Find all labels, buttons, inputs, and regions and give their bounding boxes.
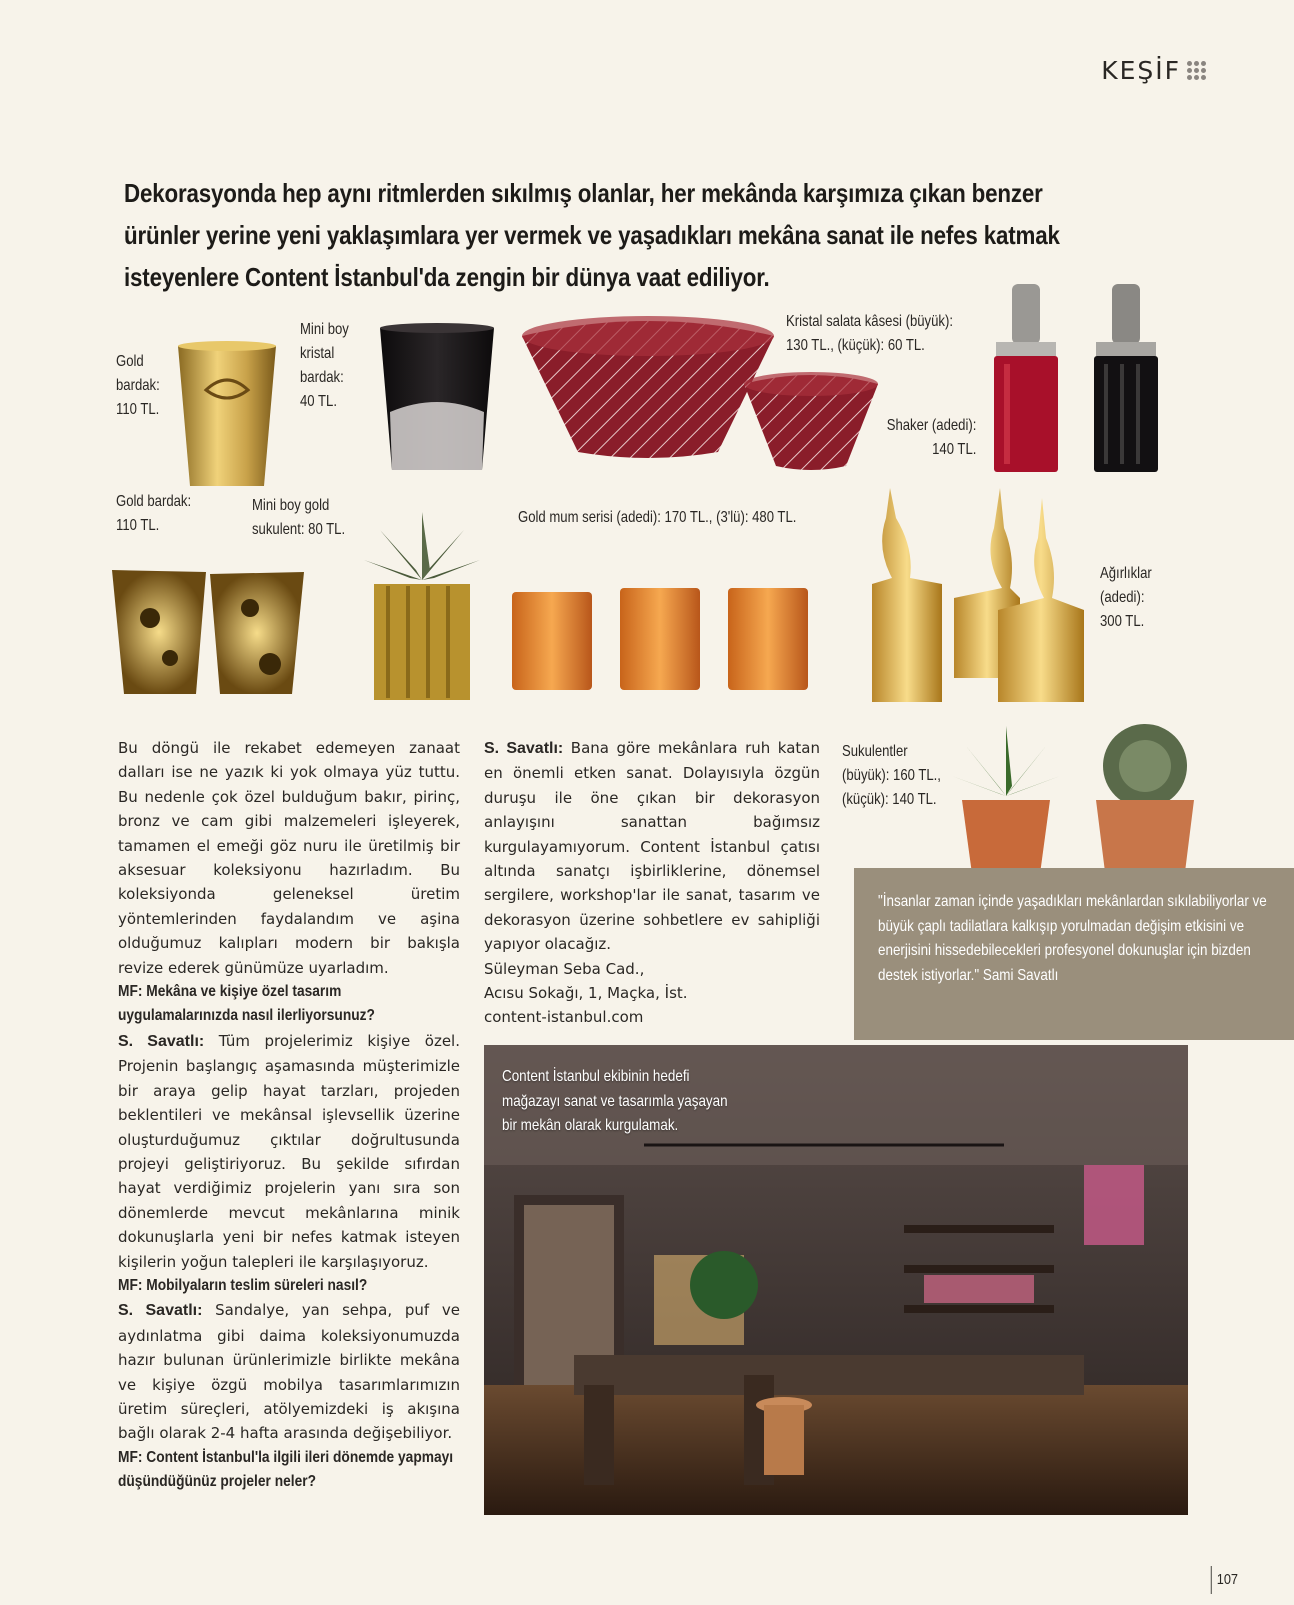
pull-quote-text: "İnsanlar zaman içinde yaşadıkları mekânlardan sıkılabiliyorlar ve büyük çaplı tadilatlara kalkışıp yorulmadan değişim etkisini ve enerjisini hissedebilecekleri profesyonel dokunuşlar için bizden destek istiyorlar." Sami Savatlı [878, 893, 1267, 984]
lead-paragraph: Dekorasyonda hep aynı ritmlerden sıkılmış olanlar, her mekânda karşımıza çıkan benzer ürünler yerine yeni yaklaşımlara yer vermek ve yaşadıkları mekâna sanat ile nefes katmak isteyenlere Content İstanbul'da zengin bir dünya vaat ediliyor. [124, 178, 1060, 292]
gold-succulent-pot-image [360, 510, 484, 702]
website-link[interactable]: content-istanbul.com [484, 1008, 644, 1027]
label-mini-crystal: Mini boy kristal bardak: 40 TL. [300, 321, 349, 410]
answer-1-text: Tüm projelerimiz kişiye özel. Projenin başlangıç aşamasında müşterimizle bir araya gelip hayat tarzları, projeden beklentileri ve mekânsal işlevsellik üzerine oluşturduğumuz çıktılar doğrultusunda projeyi geliştiriyoruz. Bu şekilde sıfırdan hayat verdiğimiz projelerin yanı sıra son dönemlerde mevcut mekânlarına minik dokunuşlarla yeni bir nefes katmak isteyen kişilerin yoğun talepleri ile karşılaşıyoruz. [118, 1031, 460, 1271]
intro-paragraph: Bu döngü ile rekabet edemeyen zanaat dalları ise ne yazık ki yok olmaya yüz tuttu. Bu nedenle çok özel bulduğum bakır, pirinç, bronz ve cam gibi malzemeleri işleyerek, tamamen el emeği göz nuru ile üretilmiş bir aksesuar koleksiyonu hazırladım. Bu koleksiyonda geleneksel üretim yöntemlerinden faydalandım ve aşina olduğumuz kalıpları modern bir bakışla revize ederek günümüze uyarladım. [118, 739, 460, 977]
gold-candle-set-image [510, 588, 810, 692]
answer-3 [484, 736, 820, 957]
page-number: 107 [1211, 1566, 1238, 1594]
speaker-1: S. Savatlı: [118, 1032, 205, 1050]
label-gold-glass-2: Gold bardak: 110 TL. [116, 493, 192, 534]
black-shaker-image [1090, 284, 1162, 474]
small-succulent-image [952, 726, 1060, 876]
address-line-2: Acısu Sokağı, 1, Maçka, İst. [484, 984, 688, 1003]
label-shaker: Shaker (adedi): 140 TL. [886, 417, 976, 458]
text-column-1 [118, 736, 460, 1495]
answer-3-text: Bana göre mekânlara ruh katan en önemli etken sanat. Dolayısıyla özgün duruşu ile öne çıkan bir dekorasyon anlayışını sanattan bağımsız kurgulayamıyorum. Content İstanbul çatısı altında sanatçı işbirliklerine, dönemsel sergilere, workshop'lar ile sanat, tasarım ve dekorasyon üzerine sohbetlere ev sahipliği yapıyor olacağız. [484, 739, 821, 954]
store-interior-photo [484, 1045, 1188, 1515]
label-weights: Ağırlıklar (adedi): 300 TL. [1100, 565, 1152, 630]
answer-1 [118, 1029, 460, 1274]
small-salad-bowl-image [742, 370, 880, 472]
gold-glass-product-image [176, 340, 278, 488]
section-title: KEŞİF [1101, 56, 1181, 85]
label-gold-succulent: Mini boy gold sukulent: 80 TL. [252, 497, 346, 538]
gold-weights-image [852, 488, 1092, 702]
speaker-2: S. Savatlı: [118, 1302, 203, 1320]
crystal-glass-product-image [378, 322, 496, 472]
answer-2 [118, 1298, 460, 1445]
hammered-gold-glasses-image [110, 568, 306, 698]
section-tag [1101, 56, 1206, 85]
text-column-2 [484, 736, 820, 1030]
speaker-3: S. Savatlı: [484, 740, 564, 757]
large-salad-bowl-image [518, 312, 778, 460]
red-shaker-image [990, 284, 1062, 474]
photo-caption: Content İstanbul ekibinin hedefi mağazayı sanat ve tasarımla yaşayan bir mekân olarak kurgulamak. [502, 1068, 728, 1134]
large-succulent-image [1084, 720, 1206, 882]
question-1: MF: Mekâna ve kişiye özel tasarım uygulamalarınızda nasıl ilerliyorsunuz? [118, 983, 375, 1025]
pull-quote-box [854, 868, 1294, 1040]
answer-2-text: Sandalye, yan sehpa, puf ve aydınlatma gibi daima koleksiyonumuzda hazır bulunan ürünlerimizle birlikte mekâna ve kişiye özgü mobilya tasarımlarımızın üretim süreçleri, atölyemizdeki iş akışına bağlı olarak 2-4 hafta arasında değişebiliyor. [118, 1301, 460, 1443]
question-3: MF: Content İstanbul'la ilgili ileri dönemde yapmayı düşündüğünüz projeler neler? [118, 1448, 454, 1491]
label-gold-glass-1: Gold bardak: 110 TL. [116, 353, 160, 418]
label-salad-bowl: Kristal salata kâsesi (büyük): 130 TL., (küçük): 60 TL. [786, 313, 953, 354]
label-candle-series: Gold mum serisi (adedi): 170 TL., (3'lü): 480 TL. [518, 509, 797, 526]
address-line-1: Süleyman Seba Cad., [484, 959, 645, 978]
question-2: MF: Mobilyaların teslim süreleri nasıl? [118, 1276, 368, 1294]
label-succulents: Sukulentler (büyük): 160 TL., (küçük): 140 TL. [842, 743, 941, 808]
dots-grid-icon [1187, 61, 1206, 80]
